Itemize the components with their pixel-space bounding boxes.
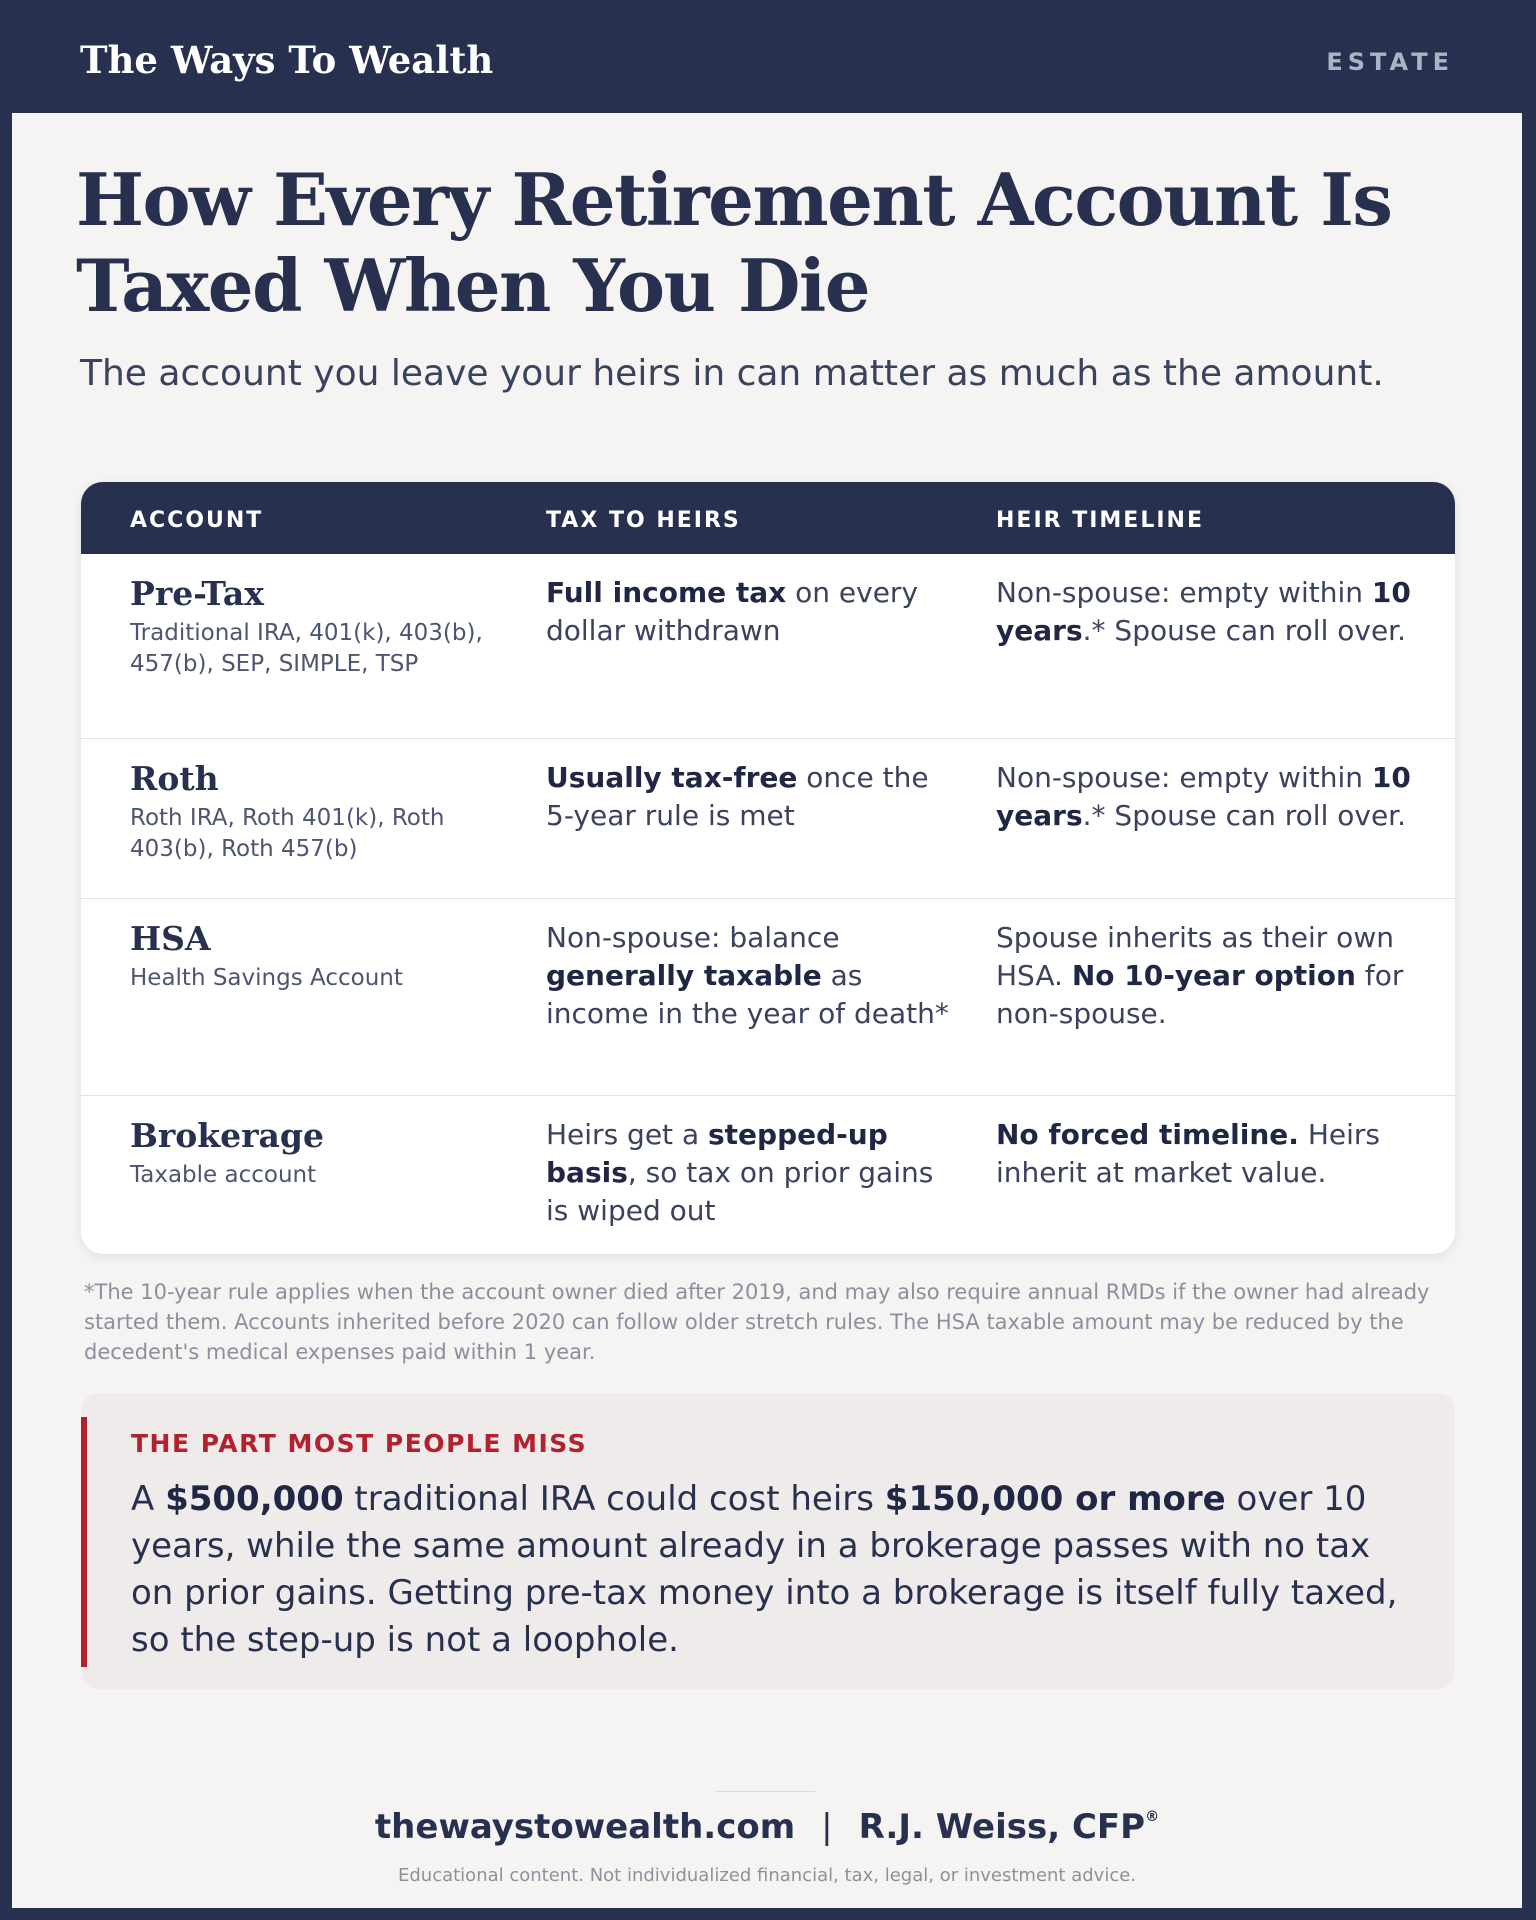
timeline-text: .* Spouse can roll over. — [1082, 799, 1407, 832]
callout-text-bold: $150,000 or more — [884, 1479, 1226, 1519]
website-link[interactable]: thewaystowealth.com — [374, 1807, 796, 1847]
category-label: ESTATE — [1326, 48, 1454, 76]
heir-timeline-cell — [996, 759, 1426, 835]
disclaimer: Educational content. Not individualized financial, tax, legal, or investment advice. — [397, 1865, 1137, 1886]
callout-text-part: A — [131, 1479, 166, 1519]
timeline-text: Non-spouse: empty within — [996, 761, 1372, 794]
account-types: Health Savings Account — [130, 965, 403, 991]
registered-mark: ® — [1145, 1809, 1160, 1825]
page-title-line-1: How Every Retirement Account Is — [76, 157, 1392, 242]
callout-text — [131, 1476, 1421, 1664]
timeline-text: Spouse inherits as their own HSA. — [996, 921, 1394, 992]
tax-text-bold: Usually tax-free — [546, 761, 798, 794]
timeline-text: Heirs inherit at market value. — [996, 1118, 1380, 1189]
account-cell — [130, 919, 510, 994]
timeline-text-bold: 10 years — [996, 761, 1411, 832]
column-header-account: ACCOUNT — [130, 508, 264, 533]
footer-divider — [715, 1791, 815, 1792]
callout-text-bold: $500,000 — [165, 1479, 344, 1519]
table-row-pre-tax — [81, 554, 1455, 738]
account-name: Pre-Tax — [130, 574, 264, 613]
page-title-line-2: Taxed When You Die — [76, 243, 870, 328]
account-cell — [130, 759, 510, 865]
table-header — [81, 482, 1455, 554]
account-name: Brokerage — [130, 1116, 324, 1155]
account-cell — [130, 574, 510, 680]
footer-credits — [12, 1807, 1522, 1847]
content-panel — [12, 113, 1522, 1908]
tax-text: once the 5-year rule is met — [546, 761, 929, 832]
callout-accent-bar — [81, 1417, 87, 1667]
tax-text: , so tax on prior gains is wiped out — [546, 1156, 934, 1227]
tax-text: as income in the year of death* — [546, 959, 949, 1030]
column-header-tax-to-heirs: TAX TO HEIRS — [546, 508, 741, 533]
callout-box — [81, 1393, 1455, 1689]
account-name: HSA — [130, 919, 211, 958]
table-row-hsa — [81, 898, 1455, 1096]
timeline-text-bold: No forced timeline. — [996, 1118, 1299, 1151]
tax-to-heirs-cell — [546, 919, 956, 1033]
account-types: Roth IRA, Roth 401(k), Roth 403(b), Roth 457(b) — [130, 805, 445, 862]
account-name: Roth — [130, 759, 219, 798]
tax-text-bold: Full income tax — [546, 576, 787, 609]
account-types: Traditional IRA, 401(k), 403(b), 457(b), SEP, SIMPLE, TSP — [130, 620, 483, 677]
column-header-heir-timeline: HEIR TIMELINE — [996, 508, 1204, 533]
tax-to-heirs-cell — [546, 759, 956, 835]
table-row-brokerage — [81, 1095, 1455, 1254]
accounts-table — [81, 482, 1455, 1254]
account-types: Taxable account — [130, 1162, 317, 1188]
tax-text-bold: stepped-up basis — [546, 1118, 888, 1189]
callout-text-part: traditional IRA could cost heirs — [343, 1479, 885, 1519]
timeline-text-bold: No 10-year option — [1071, 959, 1356, 992]
timeline-text: for non-spouse. — [996, 959, 1404, 1030]
tax-to-heirs-cell — [546, 574, 956, 650]
footnote: *The 10-year rule applies when the account owner died after 2019, and may also require annual RMDs if the owner had already started them. Accounts inherited before 2020 can follow older stretch rules. The HSA taxable amount may be reduced by the decedent's medical expenses paid within 1 year. — [84, 1280, 1430, 1364]
page-subtitle: The account you leave your heirs in can matter as much as the amount. — [80, 353, 1384, 394]
tax-text: Heirs get a — [546, 1118, 708, 1151]
heir-timeline-cell — [996, 919, 1426, 1033]
tax-text-bold: generally taxable — [546, 959, 822, 992]
timeline-text-bold: 10 years — [996, 576, 1411, 647]
table-row-roth — [81, 738, 1455, 899]
tax-text: on every dollar withdrawn — [546, 576, 919, 647]
author-name: R.J. Weiss, CFP — [858, 1807, 1146, 1847]
account-cell — [130, 1116, 510, 1191]
top-bar — [0, 0, 1536, 113]
callout-label: THE PART MOST PEOPLE MISS — [131, 1429, 588, 1458]
callout-text-part: over 10 years, while the same amount already in a brokerage passes with no tax on prior gains. Getting pre-tax money into a brokerage is itself fully taxed, so the step-up is not a loophole. — [131, 1479, 1398, 1660]
heir-timeline-cell — [996, 1116, 1426, 1192]
footer-separator: | — [821, 1807, 833, 1847]
timeline-text: .* Spouse can roll over. — [1082, 614, 1407, 647]
tax-text: Non-spouse: balance — [546, 921, 840, 954]
page-title — [76, 157, 1456, 329]
brand-logo-text[interactable]: The Ways To Wealth — [80, 38, 494, 82]
timeline-text: Non-spouse: empty within — [996, 576, 1372, 609]
heir-timeline-cell — [996, 574, 1426, 650]
tax-to-heirs-cell — [546, 1116, 956, 1230]
